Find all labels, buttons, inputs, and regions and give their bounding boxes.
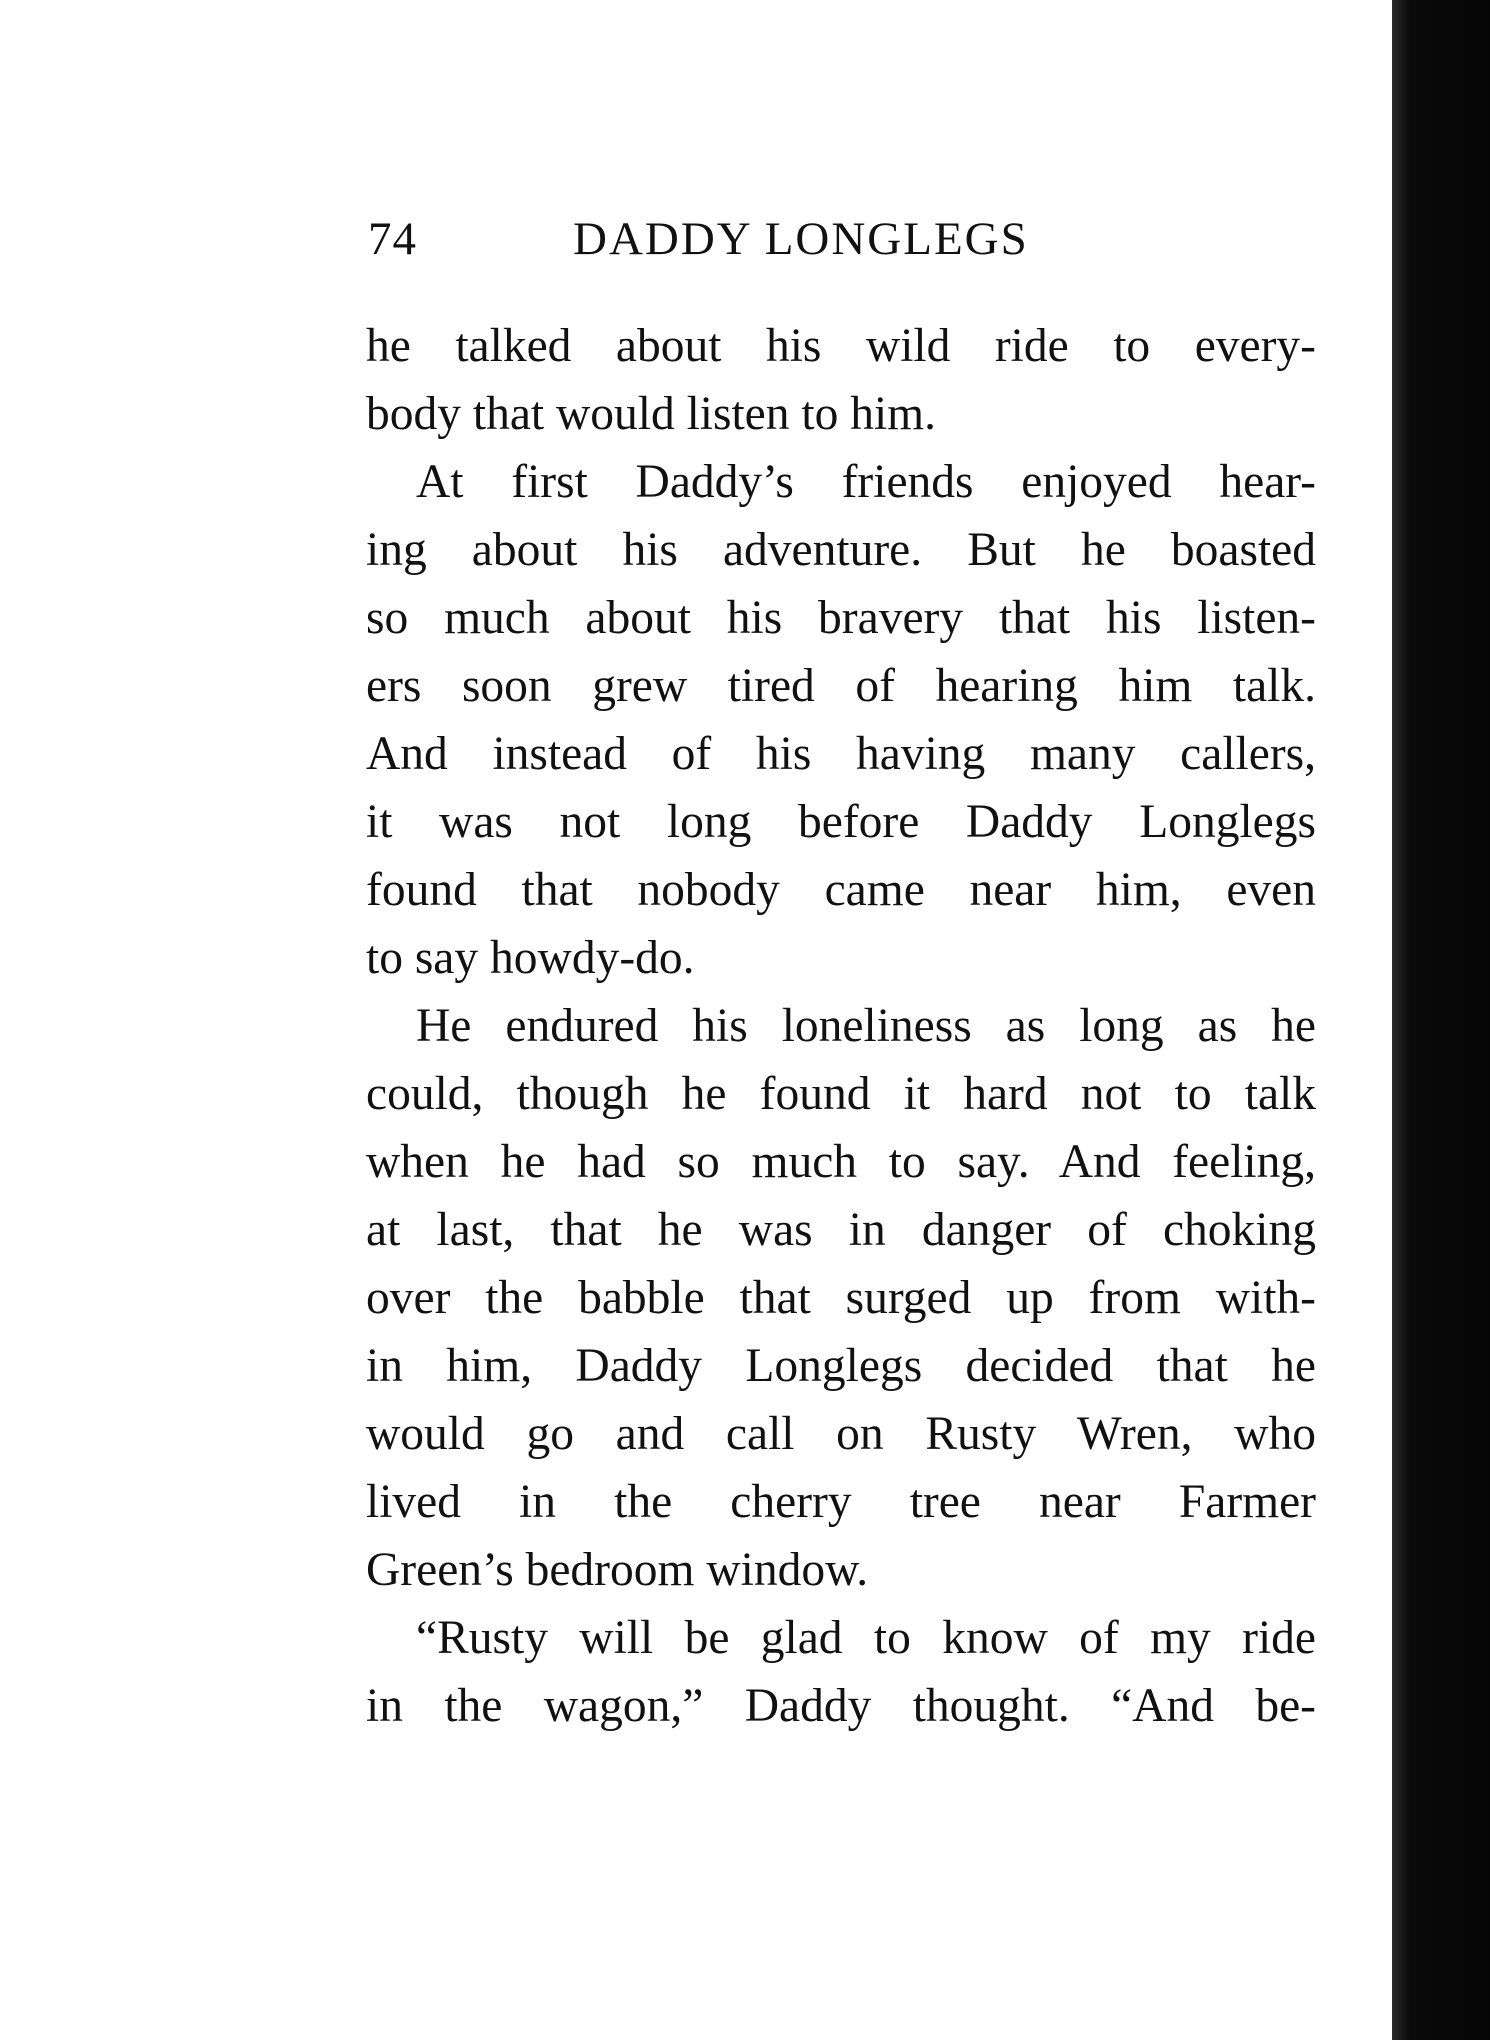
text-line: And instead of his having many callers, (366, 728, 1316, 780)
text-line: body that would listen to him. (366, 388, 936, 440)
text-line: to say howdy-do. (366, 932, 695, 984)
text-line: Green’s bedroom window. (366, 1544, 869, 1596)
text-line: over the babble that surged up from with- (366, 1272, 1316, 1324)
scan-edge-shadow (1392, 0, 1490, 2040)
text-line: he talked about his wild ride to every- (366, 320, 1316, 372)
body-text (366, 312, 1316, 1740)
running-title: DADDY LONGLEGS (573, 213, 1029, 265)
text-line: in the wagon,” Daddy thought. “And be- (366, 1680, 1316, 1732)
text-line: ing about his adventure. But he boasted (366, 524, 1316, 576)
text-line: lived in the cherry tree near Farmer (366, 1476, 1316, 1528)
text-line: At first Daddy’s friends enjoyed hear- (416, 456, 1316, 508)
text-line: it was not long before Daddy Longlegs (366, 796, 1316, 848)
text-line: ers soon grew tired of hearing him talk. (366, 660, 1316, 712)
text-line: so much about his bravery that his listen- (366, 592, 1316, 644)
text-line: found that nobody came near him, even (366, 864, 1316, 916)
text-line: would go and call on Rusty Wren, who (366, 1408, 1316, 1460)
text-line: could, though he found it hard not to talk (366, 1068, 1316, 1120)
page-number: 74 (368, 213, 417, 265)
text-line: in him, Daddy Longlegs decided that he (366, 1340, 1316, 1392)
text-line: at last, that he was in danger of choking (366, 1204, 1316, 1256)
text-line: He endured his loneliness as long as he (416, 1000, 1316, 1052)
text-line: when he had so much to say. And feeling, (366, 1136, 1316, 1188)
running-head (368, 212, 1108, 272)
text-line: “Rusty will be glad to know of my ride (416, 1612, 1316, 1664)
